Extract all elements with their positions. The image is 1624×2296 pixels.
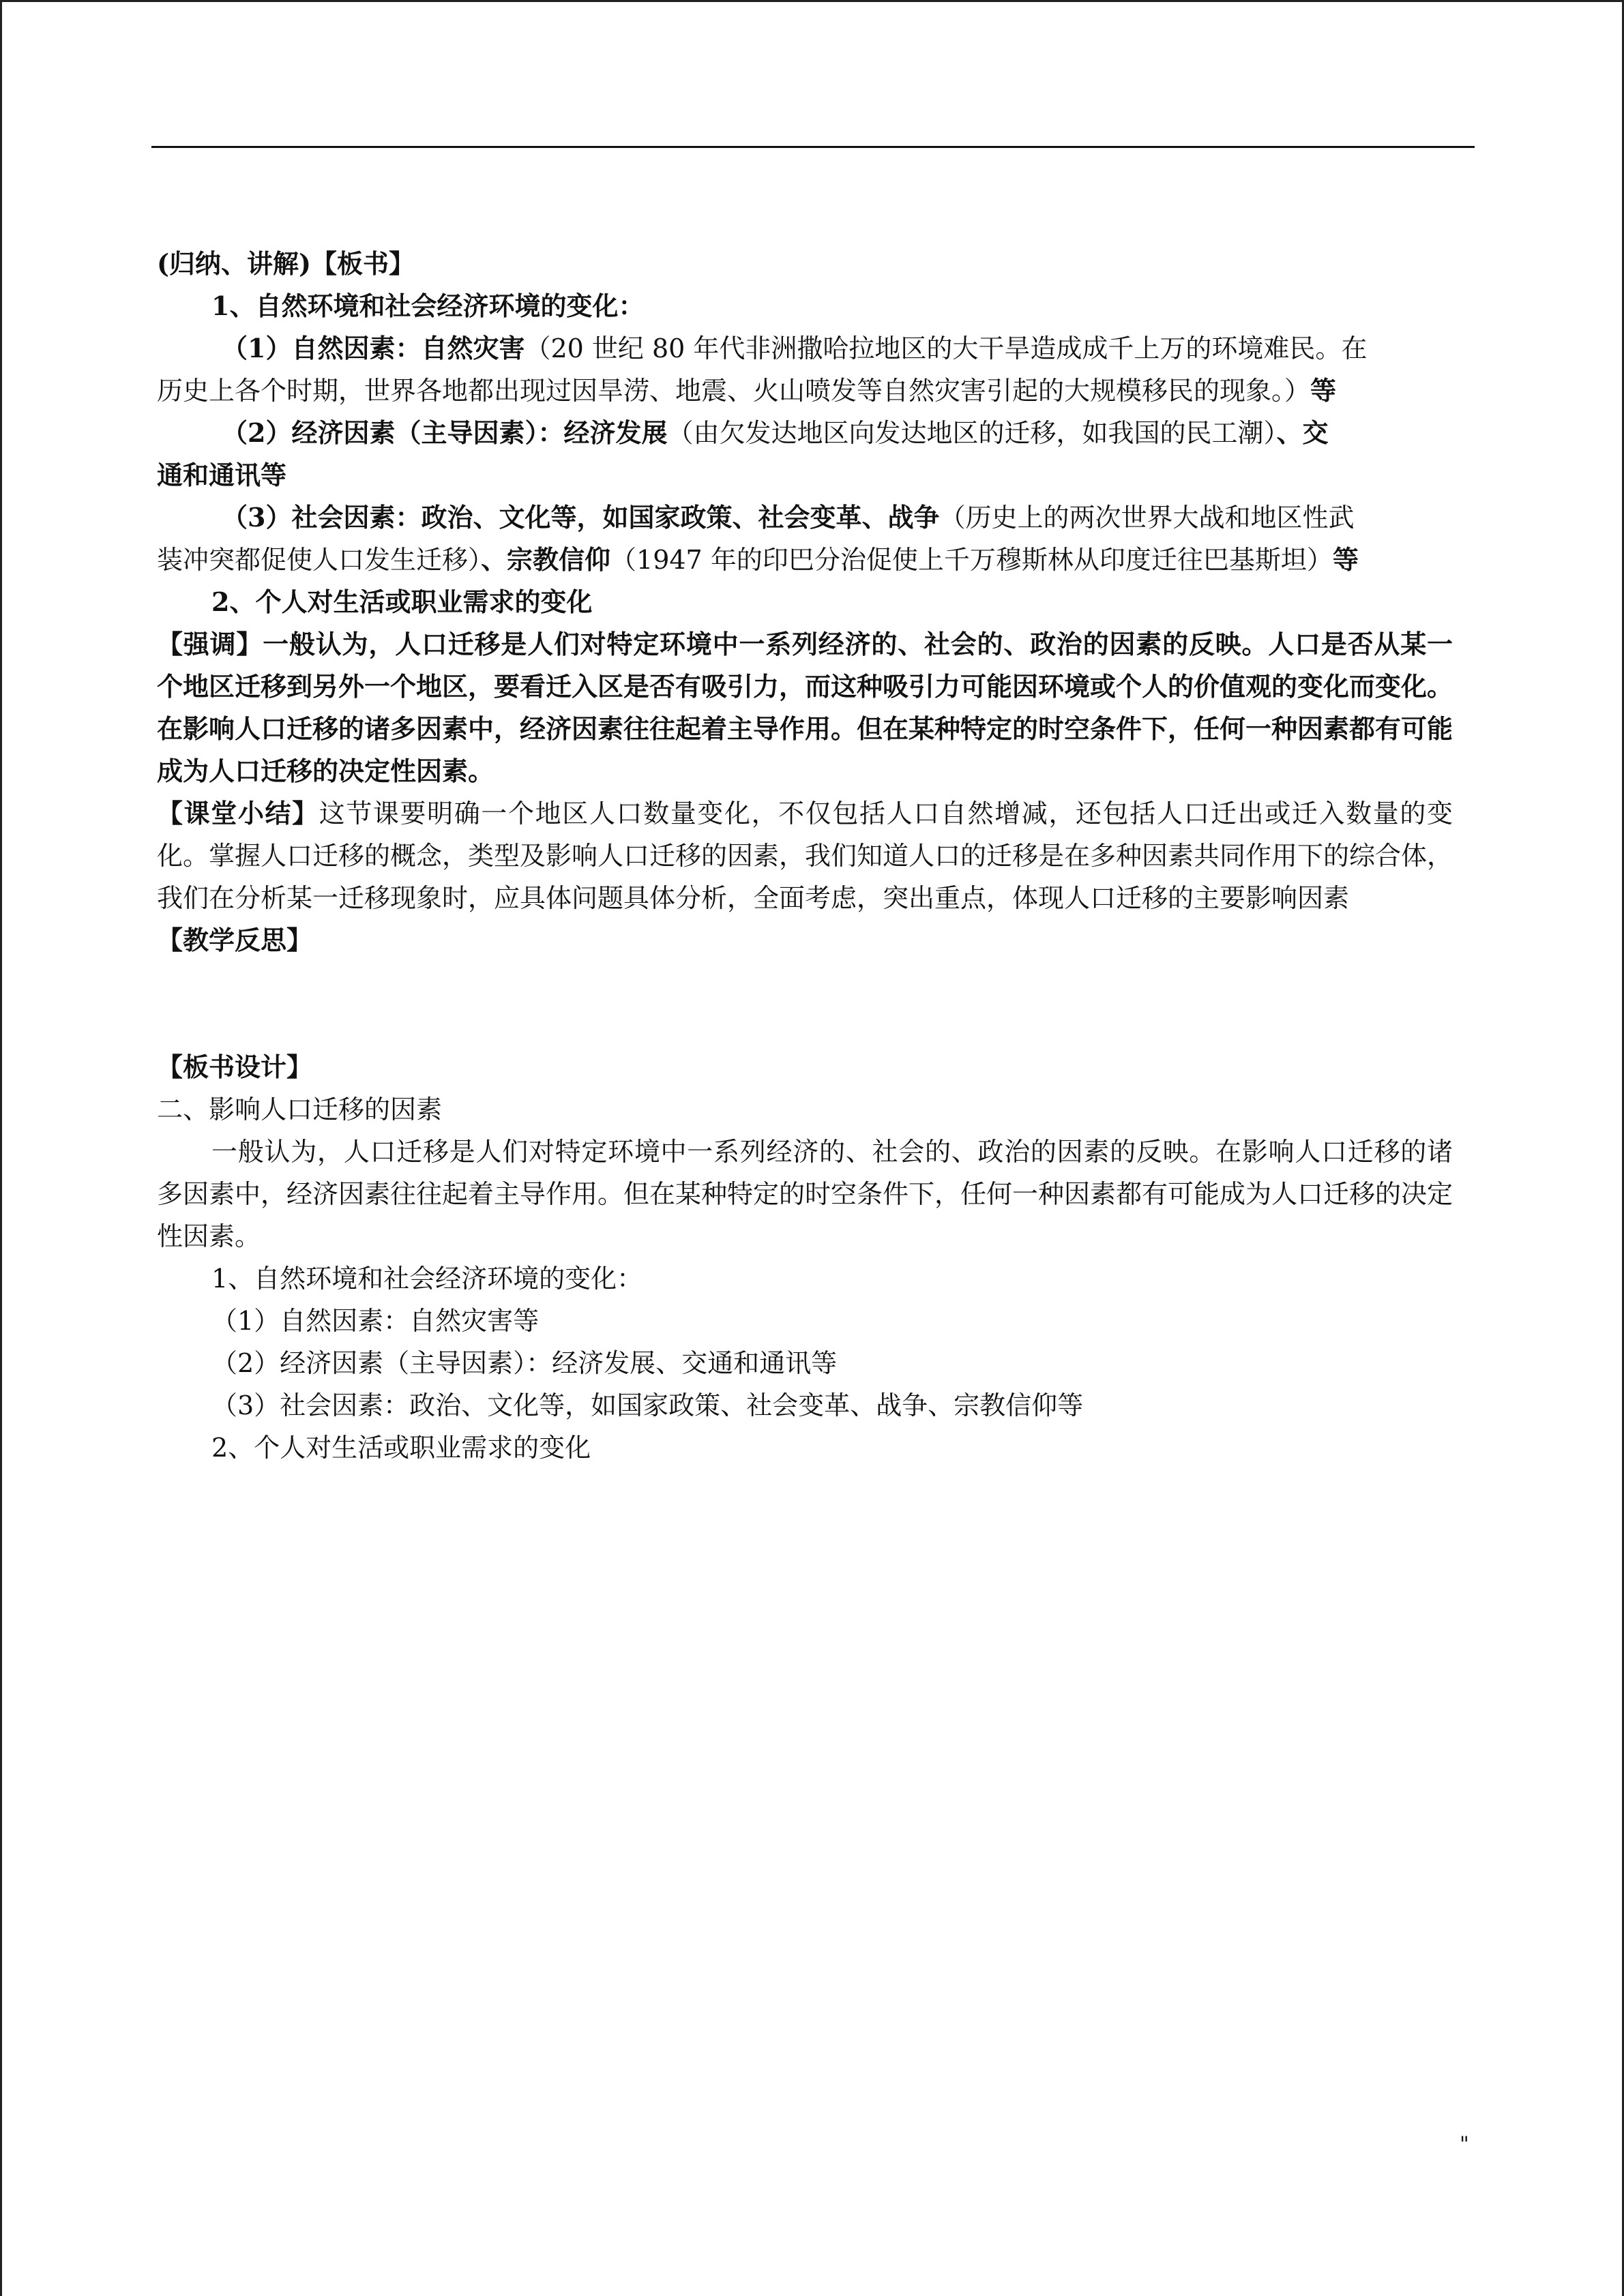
page-border-left: [0, 0, 2, 2296]
sub2-line1: [157, 412, 1453, 454]
board-design-title: 二、影响人口迁移的因素: [157, 1094, 443, 1124]
section-intro: (归纳、讲解)【板书】: [157, 248, 415, 279]
footer-mark: ": [1460, 2132, 1469, 2156]
board-design-item1: 1、自然环境和社会经济环境的变化：: [211, 1264, 643, 1294]
sub1-label: （1）自然因素：自然灾害: [222, 333, 525, 363]
sub3-tail: 等: [1332, 544, 1359, 575]
reflection-label: 【教学反思】: [157, 925, 313, 955]
board-design-item2: 2、个人对生活或职业需求的变化: [211, 1433, 591, 1463]
sub1-line2: [157, 370, 1453, 412]
board-design-sub1: （1）自然因素：自然灾害等: [211, 1306, 540, 1336]
sub2-label: （2）经济因素（主导因素）：经济发展: [222, 417, 668, 448]
summary-label: 【课堂小结】: [157, 798, 319, 829]
item2-heading: 2、个人对生活或职业需求的变化: [211, 586, 593, 617]
sub3-label2: 、宗教信仰: [481, 544, 611, 575]
blank-space: [157, 961, 1453, 1046]
sub1-tail: 等: [1310, 375, 1337, 406]
header-rule: [151, 146, 1475, 148]
item1-heading: 1、自然环境和社会经济环境的变化：: [211, 290, 645, 321]
emphasis-text: 一般认为，人口迁移是人们对特定环境中一系列经济的、社会的、政治的因素的反映。人口是否从某一个地区迁移到另外一个地区，要看迁入区是否有吸引力，而这种吸引力可能因环境或个人的价值观的变化而变化。在影响人口迁移的诸多因素中，经济因素往往起着主导作用。但在某种特定的时空条件下，任何一种因素都有可能成为人口迁移的决定性因素。: [157, 629, 1453, 786]
board-design-sub2: （2）经济因素（主导因素）：经济发展、交通和通讯等: [211, 1348, 838, 1378]
document-body: [157, 243, 1453, 1469]
summary-paragraph: [157, 792, 1453, 919]
sub2-text: （由欠发达地区向发达地区的迁移，如我国的民工潮）: [667, 418, 1277, 448]
sub2-tail-a: 、交: [1276, 417, 1329, 448]
sub3-line2: [157, 539, 1453, 581]
board-design-label: 【板书设计】: [157, 1052, 313, 1082]
emphasis-label: 【强调】: [157, 629, 263, 659]
sub3-text-c: （1947 年的印巴分治促使上千万穆斯林从印度迁往巴基斯坦）: [610, 545, 1333, 575]
summary-text: 这节课要明确一个地区人口数量变化，不仅包括人口自然增减，还包括人口迁出或迁入数量的变化。掌握人口迁移的概念，类型及影响人口迁移的因素，我们知道人口的迁移是在多种因素共同作用下的综合体，我们在分析某一迁移现象时，应具体问题具体分析，全面考虑，突出重点，体现人口迁移的主要影响因素: [157, 799, 1453, 913]
page-border-top: [0, 0, 1624, 2]
sub1-text-a: （20 世纪 80 年代非洲撒哈拉地区的大干旱造成成千上万的环境难民。在: [525, 333, 1368, 363]
board-design-paragraph: 一般认为，人口迁移是人们对特定环境中一系列经济的、社会的、政治的因素的反映。在影响人口迁移的诸多因素中，经济因素往往起着主导作用。但在某种特定的时空条件下，任何一种因素都有可能成为人口迁移的决定性因素。: [157, 1137, 1453, 1251]
sub2-line2: 通和通讯等: [157, 460, 287, 490]
emphasis-paragraph: [157, 623, 1453, 792]
sub3-line1: [157, 496, 1453, 539]
sub1-line1: [157, 327, 1453, 370]
sub1-text-b: 历史上各个时期，世界各地都出现过因旱涝、地震、火山喷发等自然灾害引起的大规模移民的现象。）: [157, 376, 1311, 406]
board-design-sub3: （3）社会因素：政治、文化等，如国家政策、社会变革、战争、宗教信仰等: [211, 1390, 1084, 1420]
sub3-text-b: 装冲突都促使人口发生迁移）: [157, 545, 482, 575]
sub3-label: （3）社会因素：政治、文化等，如国家政策、社会变革、战争: [222, 502, 940, 533]
sub3-text-a: （历史上的两次世界大战和地区性武: [939, 503, 1355, 533]
